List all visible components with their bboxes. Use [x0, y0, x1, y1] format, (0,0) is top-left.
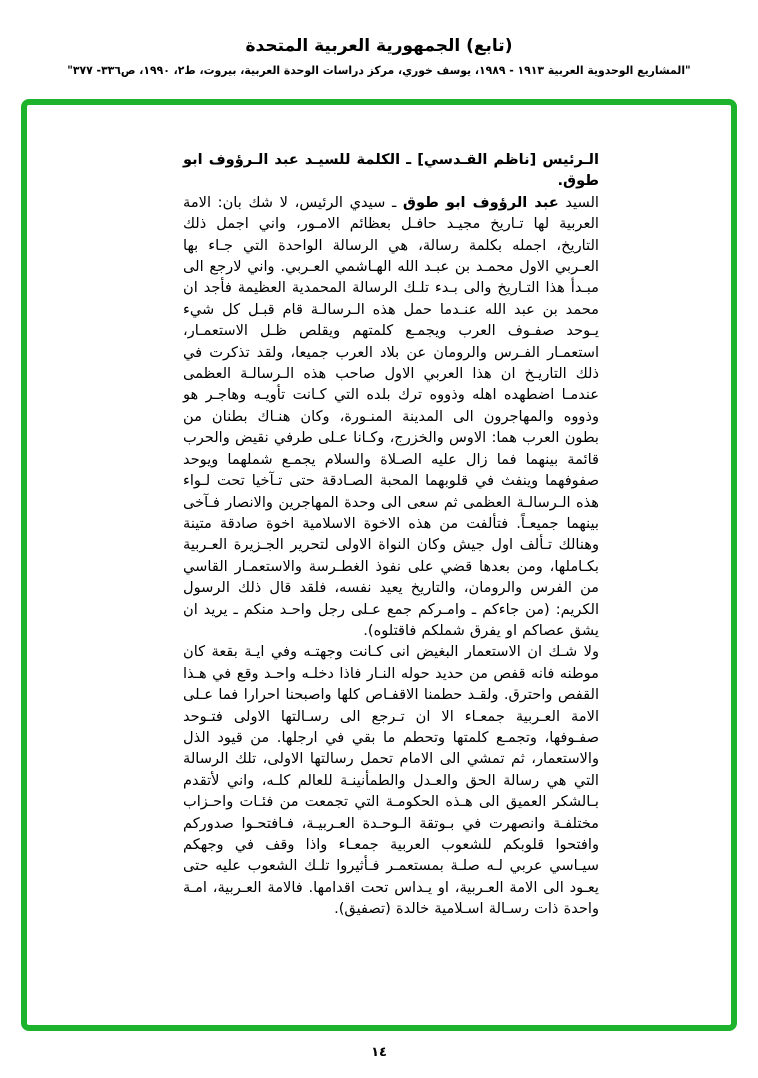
bold-text-run: عبد الرؤوف ابو طوق: [402, 193, 559, 211]
document-frame: [21, 99, 737, 1031]
body-text: [183, 149, 599, 920]
page-number: ١٤: [371, 1045, 387, 1060]
text-run: ولا شـك ان الاستعمار البغيض انى كـانت وجهتـه وفي ايـة بقعة كان موطنه فانه قفص من حديد حوله النـار فاذا دخلـه واحـد وقع في هـذا القفص واحترق. ولقـد حطمنا الاقفـاص كلها واصبحنا احرارا فما عـلى الامة العـربية جمعـاء الا ان تـرجع الى رسـالتها الاولى فتـوحد صفـوفها، وتجمـع كلمتها وتحطم ما بقي في ارجلها. من قيود الذل والاستعمار، ثم تمشي الى الامام تحمل رسالتها الاولى، تلك الرسالة التي هي رسالة الحق والعـدل والطمأنينـة للعالم كلـه، واني لأتقدم بـالشكر العميق الى هـذه الحكومـة التي تجمعت من فئـات واحـزاب مختلفـة وانصهرت في بـوتقة الـوحـدة العـربيـة، فـافتحـوا صدوركم وافتحوا قلوبكم للشعوب العربية جمعـاء واذا وقف في وجهكم سيـاسي عربي لـه صلـة بمستعمـر فـأثيروا تلـك الشعوب عليه حتى يعـود الى الامة العـربية، او يـداس تحت اقدامها. فالامة العـربية، امـة واحدة ذات رسـالة اسـلامية خالدة (تصفيق).: [183, 643, 599, 918]
page-title: (تابع) الجمهورية العربية المتحدة: [245, 36, 513, 56]
citation: "المشاريع الوحدوية العربية ١٩١٣ - ١٩٨٩، يوسف خوري، مركز دراسات الوحدة العربية، بيروت، ط٢، ١٩٩٠، ص٣٣٦- ٣٧٧": [67, 64, 691, 77]
bold-text-run: الـرئيس [ناظم القـدسي] ـ الكلمة للسيـد عبد الـرؤوف ابو طوق.: [183, 151, 599, 190]
paragraph: [183, 149, 599, 192]
text-run: ـ سيدي الرئيس، لا شك بان: الامة العربية لها تـاريخ مجيـد حافـل بعظائم الامـور، واني اجمل ذلك التاريخ، اجمله بكلمة رسالة، هي الرسالة الواحدة التي جـاء بها العـربي الاول محمـد بن عبـد الله الهـاشمي العـربي. واني لارجع الى مبـدأ هذا التـاريخ والى بـدء تلـك الرسالة المحمدية العظيمة فأجد ان محمد بن عبد الله عنـدما حمل هذه الـرسالـة قام قبـل كل شيء يـوحد صفـوف العرب ويجمـع كلمتهم ويقلص ظـل الاستعمـار، استعمـار الفـرس والرومان عن بلاد العرب جميعا، ولقد تذكرت في ذلك التاريـخ ان هذا العربي الاول صاحب هذه الـرسالـة العظمى عندمـا اضطهده اهله وذووه ترك بلده التي كـانت تأويـه وهاجـر هو وذووه والمهاجرون الى المدينة المنـورة، وكان هنـاك بطنان من بطون العرب هما: الاوس والخزرج، وكـانا عـلى طرفي نقيض والحرب قائمة بينهما فما زال عليه الصـلاة والسلام يجمـع شملهما ويوحد صفوفهما وينفث في قلوبهما المحبة الصـادقة حتى تـآخيا تحت لـواء هذه الـرسالـة العظمى ثم سعى الى وحدة المهاجرين والانصار فـآخى بينهما جميعـاً. فتألفت من هذه الاخوة الاسلامية اخوة صادقة متينة وهنالك تـألف اول جيش وكان النواة الاولى لتحرير الجـزيرة العـربية بكـاملها، ومن بعدها قضي على نفوذ الغطـرسة والاستعمـار القاسي من الفرس والرومان، والتاريخ يعيد نفسه، فلقد قال ذلك الرسول الكريم: (من جاءكم ـ وامـركم جمع عـلى رجل واحـد منكم ـ يريد ان يشق عصاكم او يفرق شملكم فاقتلوه).: [183, 193, 599, 639]
paragraph: [183, 641, 599, 919]
text-run: السيد: [558, 193, 599, 211]
paragraph: [183, 192, 599, 642]
